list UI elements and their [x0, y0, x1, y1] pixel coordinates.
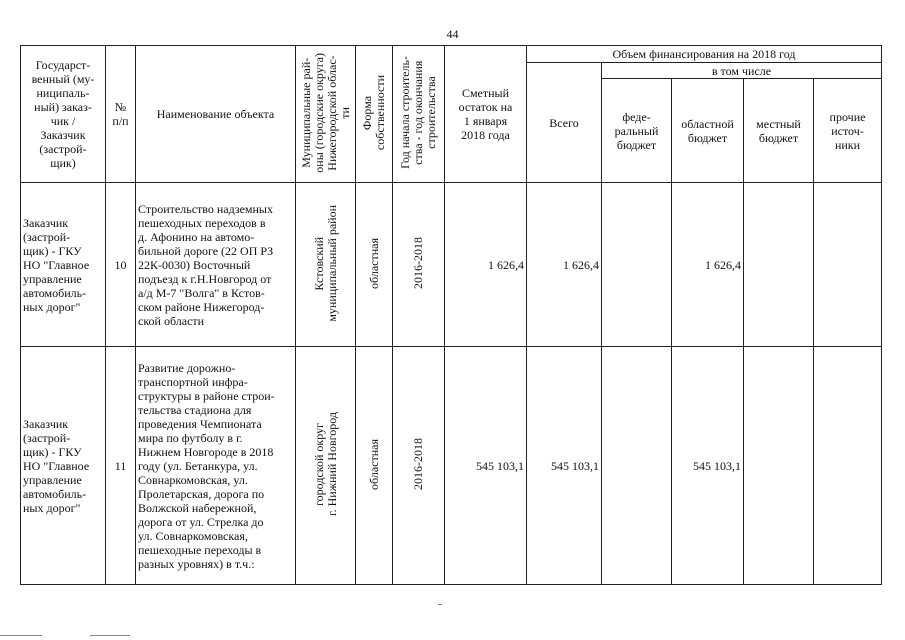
row-regional: 545 103,1: [672, 347, 744, 585]
header-object-name: Наименование объекта: [136, 46, 296, 183]
row-customer: Заказчик (застрой- щик) - ГКУ НО "Главное управление автомобиль- ных дорог": [21, 347, 106, 585]
table-row: [21, 347, 882, 585]
row-number: 10: [106, 183, 136, 347]
header-other: прочие источ- ники: [814, 79, 882, 183]
scan-artifact-line: [0, 635, 42, 636]
row-total: 545 103,1: [527, 347, 602, 585]
scan-artifact-line: [90, 635, 130, 636]
header-financing-title: Объем финансирования на 2018 год: [527, 46, 882, 63]
row-municipality: городской округ г. Нижний Новгород: [296, 347, 356, 585]
header-municipality: Муниципальные рай- оны (городские округа) Нижегородской облас- ти: [296, 46, 356, 183]
header-estimate-balance: Сметный остаток на 1 января 2018 года: [445, 46, 527, 183]
row-regional: 1 626,4: [672, 183, 744, 347]
header-regional: областной бюджет: [672, 79, 744, 183]
header-years: Год начала строитель- ства - год окончания строительства: [393, 46, 445, 183]
row-estimate-balance: 545 103,1: [445, 347, 527, 585]
row-number: 11: [106, 347, 136, 585]
page-number: 44: [446, 27, 459, 41]
scan-artifact-line: [438, 604, 442, 605]
row-municipality: Кстовский муниципальный район: [296, 183, 356, 347]
header-local: местный бюджет: [744, 79, 814, 183]
financing-table: [20, 45, 882, 585]
header-federal: феде- ральный бюджет: [602, 79, 672, 183]
row-local: [744, 183, 814, 347]
row-object-name: Строительство надземных пешеходных переходов в д. Афонино на автомо- бильной дороге (22 ОП РЗ 22К-0030) Восточный подъезд к г.Н.Новгород от а/д М-7 "Волга" в Кстов- ском районе Нижегород- ской области: [136, 183, 296, 347]
row-years: 2016-2018: [393, 183, 445, 347]
row-federal: [602, 347, 672, 585]
header-total: Всего: [527, 63, 602, 183]
row-other: [814, 183, 882, 347]
row-object-name: Развитие дорожно- транспортной инфра- структуры в районе строи- тельства стадиона для проведения Чемпионата мира по футболу в г. Нижнем Новгороде в 2018 году (ул. Бетанкура, ул. Совнаркомовская, ул. Пролетарская, дорога по Волжской набережной, дорога от ул. Стрелка до ул. Совнаркомовская, пешеходные переходы в разных уровнях) в т.ч.:: [136, 347, 296, 585]
row-estimate-balance: 1 626,4: [445, 183, 527, 347]
row-ownership: областная: [356, 183, 393, 347]
header-ownership: Форма собственности: [356, 46, 393, 183]
header-customer: Государст- венный (му- ниципаль- ный) заказ- чик / Заказчик (застрой- щик): [21, 46, 106, 183]
row-customer: Заказчик (застрой- щик) - ГКУ НО "Главное управление автомобиль- ных дорог": [21, 183, 106, 347]
row-ownership: областная: [356, 347, 393, 585]
header-including: в том числе: [602, 63, 882, 79]
row-federal: [602, 183, 672, 347]
row-total: 1 626,4: [527, 183, 602, 347]
table-row: [21, 183, 882, 347]
row-years: 2016-2018: [393, 347, 445, 585]
row-other: [814, 347, 882, 585]
header-number: № п/п: [106, 46, 136, 183]
row-local: [744, 347, 814, 585]
